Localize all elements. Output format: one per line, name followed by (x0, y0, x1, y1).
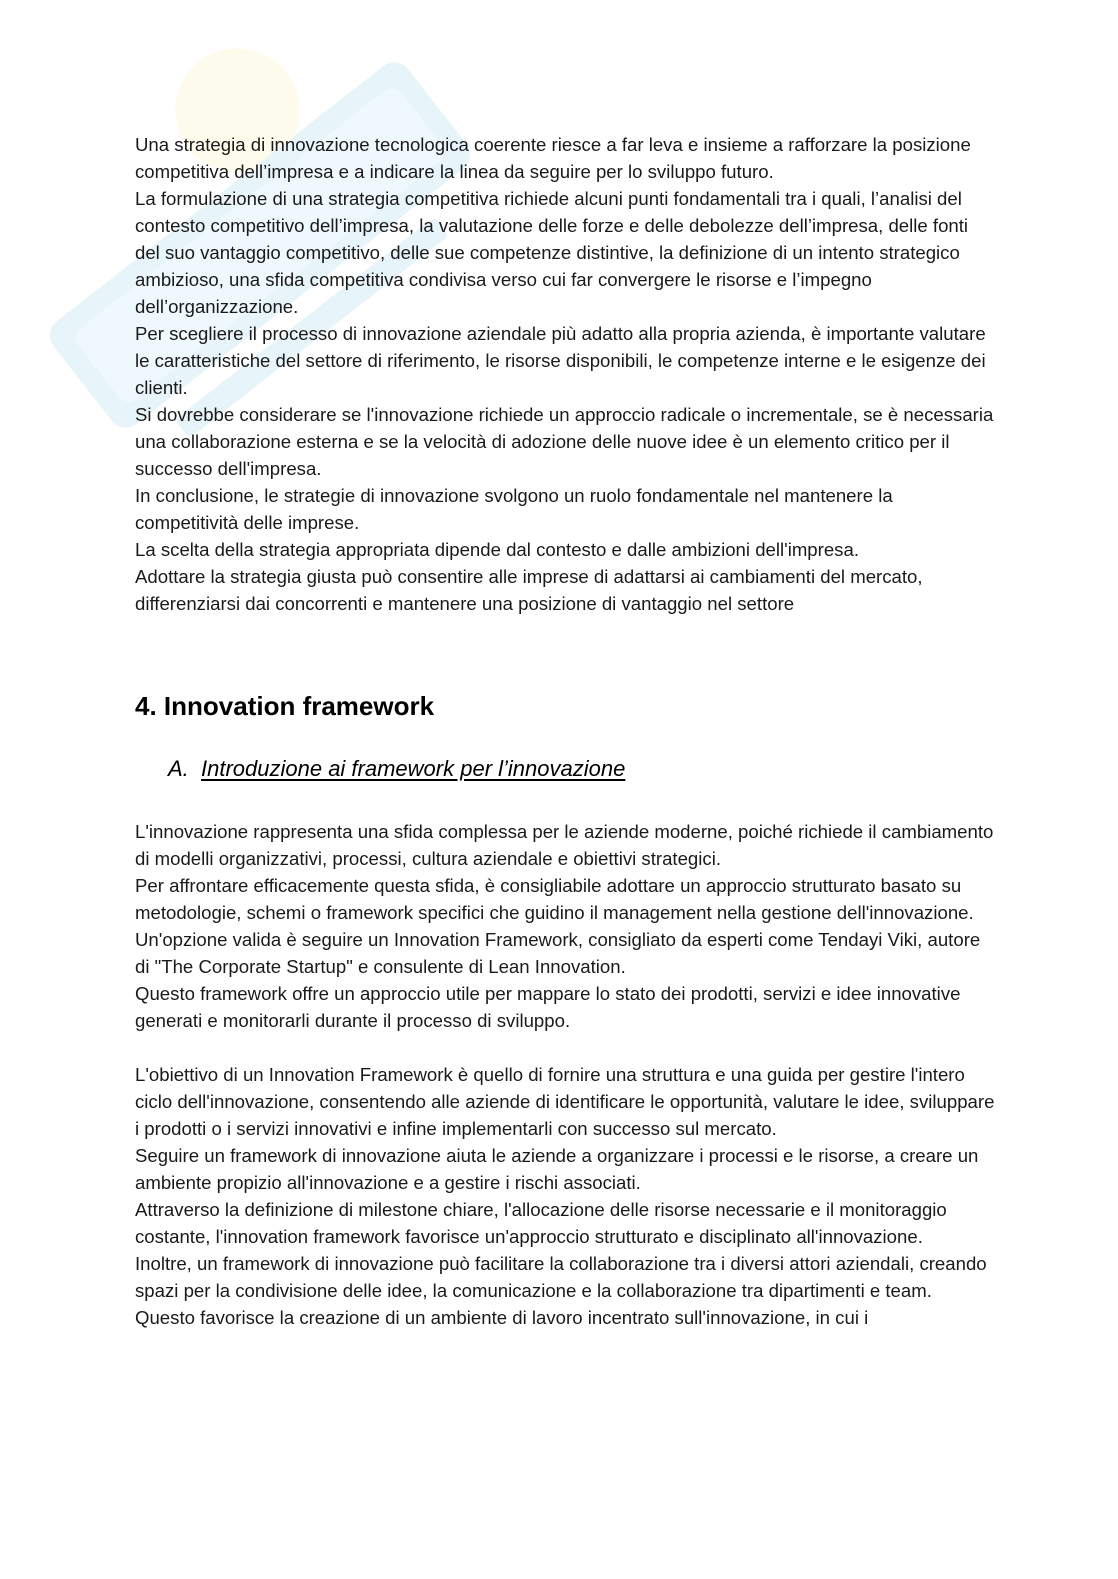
intro-paragraph: La scelta della strategia appropriata dipende dal contesto e dalle ambizioni dell'impresa. (135, 539, 859, 560)
spacer (135, 1034, 995, 1061)
body-paragraph: L'obiettivo di un Innovation Framework è quello di fornire una struttura e una guida per gestire l'intero ciclo dell'innovazione, consentendo alle aziende di identificare le opportunità, valutare le idee, sviluppare i prodotti o i servizi innovativi e infine implementarli con successo sul mercato. (135, 1064, 995, 1139)
intro-paragraph: Si dovrebbe considerare se l'innovazione richiede un approccio radicale o incrementale, se è necessaria una collaborazione esterna e se la velocità di adozione delle nuove idee è un elemento critico per il successo dell'impresa. (135, 404, 994, 479)
intro-paragraph: Adottare la strategia giusta può consentire alle imprese di adattarsi ai cambiamenti del mercato, differenziarsi dai concorrenti e mantenere una posizione di vantaggio nel settore (135, 566, 923, 614)
body-paragraph: Questo framework offre un approccio utile per mappare lo stato dei prodotti, servizi e idee innovative generati e monitorarli durante il processo di sviluppo. (135, 983, 961, 1031)
body-block-2 (135, 1061, 995, 1331)
intro-paragraph: Una strategia di innovazione tecnologica coerente riesce a far leva e insieme a rafforzare la posizione competitiva dell’impresa e a indicare la linea da seguire per lo sviluppo futuro. (135, 134, 971, 182)
body-paragraph: Seguire un framework di innovazione aiuta le aziende a organizzare i processi e le risorse, a creare un ambiente propizio all'innovazione e a gestire i rischi associati. (135, 1145, 979, 1193)
intro-paragraph: Per scegliere il processo di innovazione aziendale più adatto alla propria azienda, è importante valutare le caratteristiche del settore di riferimento, le risorse disponibili, le competenze interne e le esigenze dei clienti. (135, 323, 986, 398)
body-paragraph: Questo favorisce la creazione di un ambiente di lavoro incentrato sull'innovazione, in cui i (135, 1307, 869, 1328)
intro-paragraph: La formulazione di una strategia competitiva richiede alcuni punti fondamentali tra i quali, l’analisi del contesto competitivo dell’impresa, la valutazione delle forze e delle debolezze dell’impresa, delle fonti del suo vantaggio competitivo, delle sue competenze distintive, la definizione di un intento strategico ambizioso, una sfida competitiva condivisa verso cui far convergere le risorse e l’impegno dell’organizzazione. (135, 188, 969, 317)
body-block-1 (135, 818, 995, 1034)
body-paragraph: Per affrontare efficacemente questa sfida, è consigliabile adottare un approccio strutturato basato su metodologie, schemi o framework specifici che guidino il management nella gestione dell'innovazione. (135, 875, 974, 923)
subsection-letter: A. (168, 756, 189, 781)
document-content (135, 131, 995, 1331)
subsection-title: Introduzione ai framework per l’innovazione (201, 756, 626, 781)
body-paragraph: Attraverso la definizione di milestone chiare, l'allocazione delle risorse necessarie e il monitoraggio costante, l'innovation framework favorisce un'approccio strutturato e disciplinato all'innovazione. (135, 1199, 947, 1247)
intro-paragraph: In conclusione, le strategie di innovazione svolgono un ruolo fondamentale nel mantenere la competitività delle imprese. (135, 485, 893, 533)
body-paragraph: L'innovazione rappresenta una sfida complessa per le aziende moderne, poiché richiede il cambiamento di modelli organizzativi, processi, cultura aziendale e obiettivi strategici. (135, 821, 994, 869)
spacer (135, 784, 995, 818)
body-paragraph: Inoltre, un framework di innovazione può facilitare la collaborazione tra i diversi attori aziendali, creando spazi per la condivisione delle idee, la comunicazione e la collaborazione tra dipartimenti e team. (135, 1253, 987, 1301)
intro-block (135, 131, 995, 617)
subsection-heading (168, 754, 995, 784)
body-paragraph: Un'opzione valida è seguire un Innovation Framework, consigliato da esperti come Tendayi Viki, autore di "The Corporate Startup" e consulente di Lean Innovation. (135, 929, 981, 977)
spacer (135, 617, 995, 671)
section-title: 4. Innovation framework (135, 691, 435, 721)
